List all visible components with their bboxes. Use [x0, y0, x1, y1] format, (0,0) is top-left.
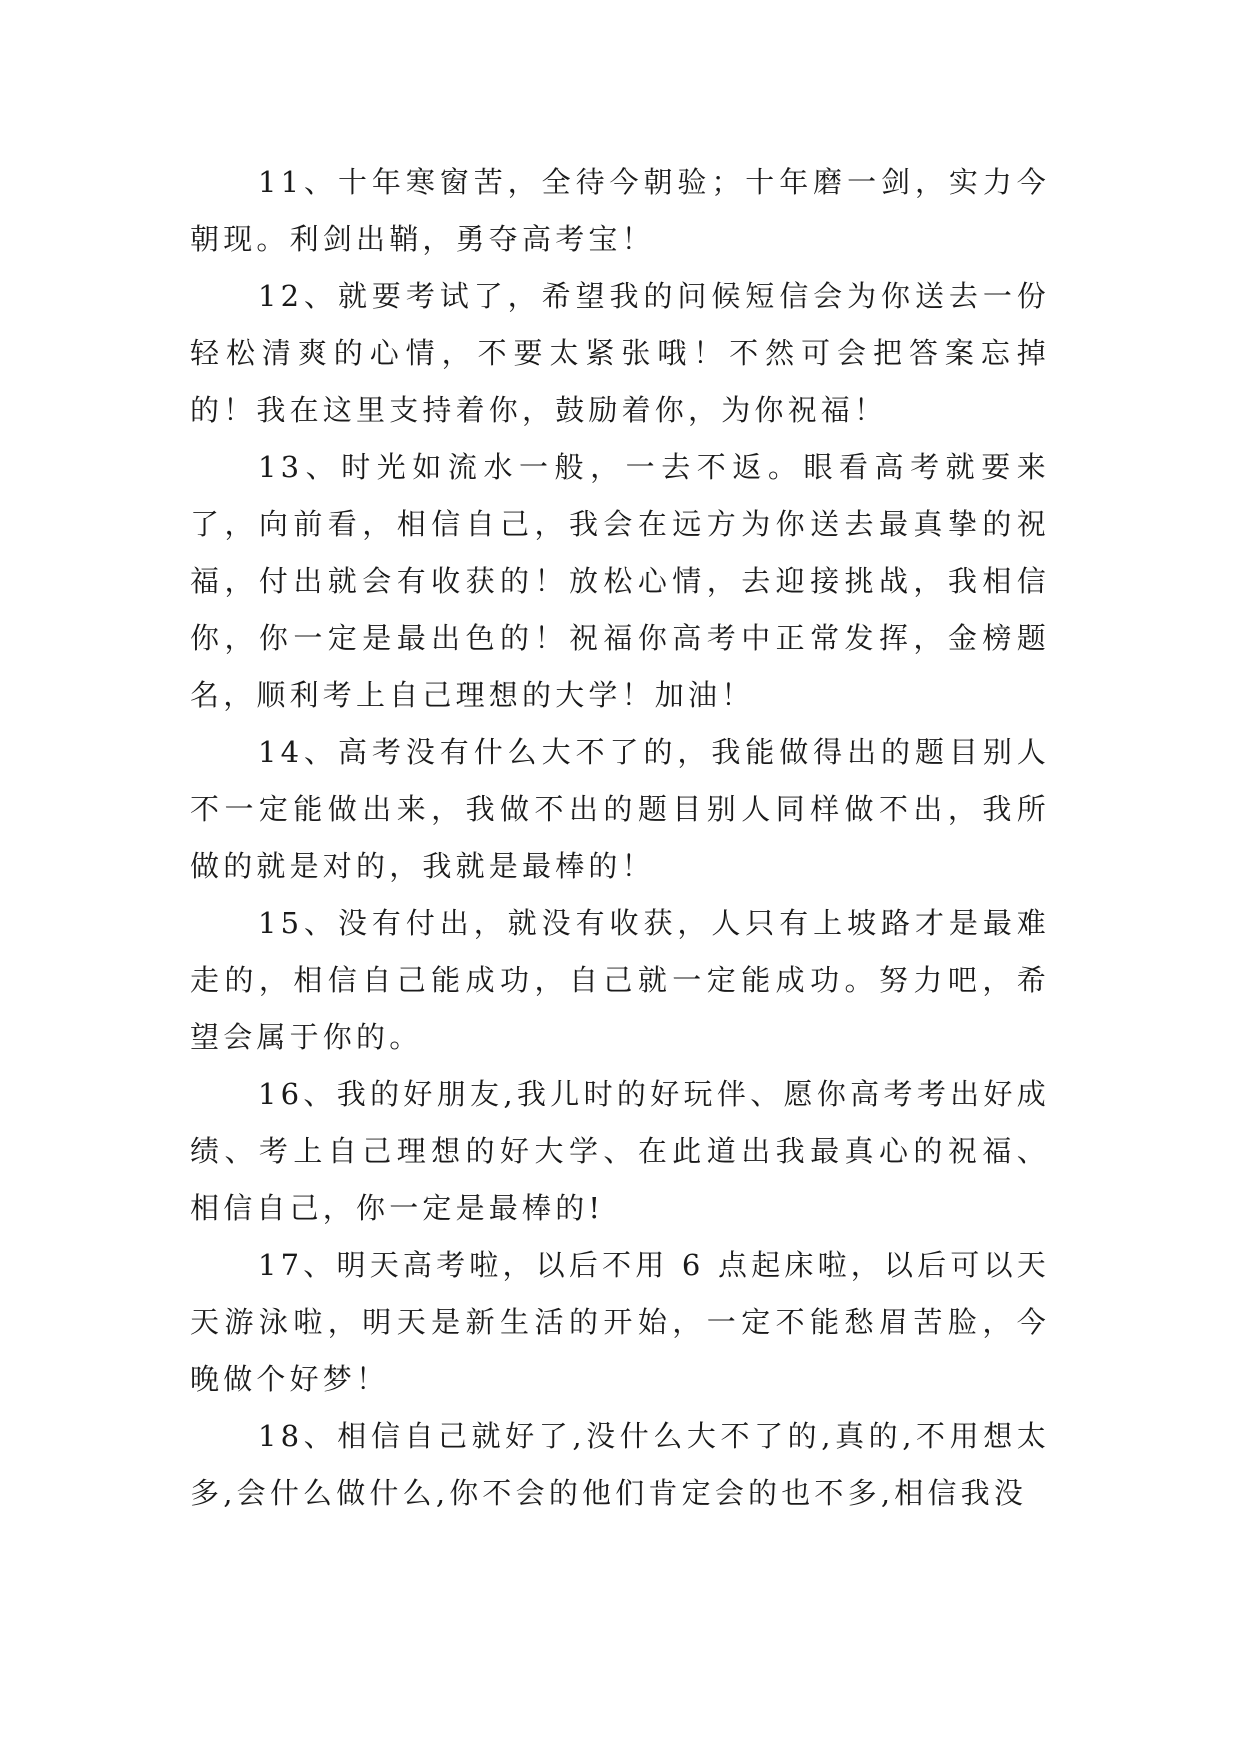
paragraph-14: 14、高考没有什么大不了的，我能做得出的题目别人不一定能做出来，我做不出的题目别人同样做不出，我所做的就是对的，我就是最棒的！	[190, 735, 1050, 883]
paragraph-16: 16、我的好朋友,我儿时的好玩伴、愿你高考考出好成绩、考上自己理想的好大学、在此道出我最真心的祝福、相信自己，你一定是最棒的!	[190, 1077, 1050, 1225]
paragraph-17: 17、明天高考啦，以后不用 6 点起床啦，以后可以天天游泳啦，明天是新生活的开始，一定不能愁眉苦脸，今晚做个好梦！	[190, 1248, 1050, 1396]
paragraph-11: 11、十年寒窗苦，全待今朝验；十年磨一剑，实力今朝现。利剑出鞘，勇夺高考宝！	[190, 165, 1050, 256]
paragraph-18: 18、相信自己就好了,没什么大不了的,真的,不用想太多,会什么做什么,你不会的他们肯定会的也不多,相信我没	[190, 1419, 1050, 1510]
paragraph-15: 15、没有付出，就没有收获，人只有上坡路才是最难走的，相信自己能成功，自己就一定能成功。努力吧，希望会属于你的。	[190, 906, 1050, 1054]
paragraph-12: 12、就要考试了，希望我的问候短信会为你送去一份轻松清爽的心情，不要太紧张哦！不然可会把答案忘掉的！我在这里支持着你，鼓励着你，为你祝福！	[190, 279, 1050, 427]
paragraph-13: 13、时光如流水一般，一去不返。眼看高考就要来了，向前看，相信自己，我会在远方为你送去最真挚的祝福，付出就会有收获的！放松心情，去迎接挑战，我相信你，你一定是最出色的！祝福你高考中正常发挥，金榜题名，顺利考上自己理想的大学！加油！	[190, 450, 1050, 712]
document-page	[190, 154, 1050, 1522]
